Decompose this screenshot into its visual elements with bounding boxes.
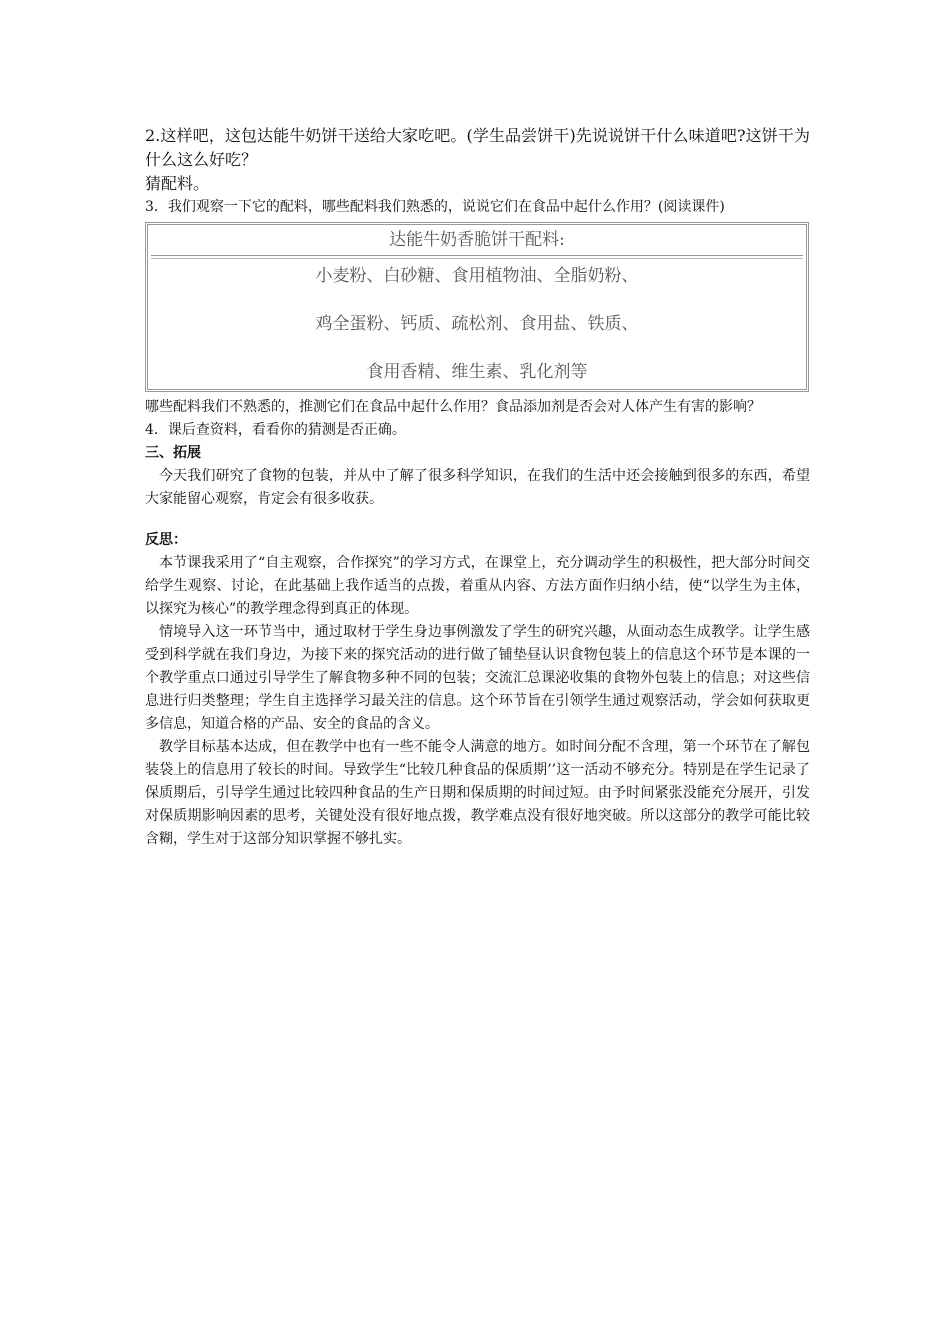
reflection-paragraph: 教学目标基本达成，但在教学中也有一些不能令人满意的地方。如时间分配不含理，第一个环节在了解包装袋上的信息用了较长的时间。导致学生“比较几种食品的保质期’’这一活动不够充分。特别是在学生记录了保质期后，引导学生通过比较四种食品的生产日期和保质期的时间过短。由予时间紧张没能充分展开，引发对保质期影响因素的思考，关键处没有很好地点拨，教学难点没有很好地突破。所以这部分的教学可能比较含糊，学生对于这部分知识掌握不够扎实。 — [145, 739, 810, 847]
divider — [151, 255, 803, 259]
reflection-paragraph: 本节课我采用了“自主观察，合作探究”的学习方式，在课堂上，充分调动学生的积极性，把大部分时间交给学生观察、讨论，在此基础上我作适当的点拨，着重从内容、方法方面作归纳小结，使“以学生为主体，以探究为核心”的教学理念得到真正的体现。 — [145, 555, 810, 617]
extension-heading: 三、拓展 — [145, 445, 201, 461]
spacer — [145, 511, 810, 529]
ingredients-box — [145, 222, 809, 392]
ingredients-title: 达能牛奶香脆饼干配料: — [389, 230, 565, 250]
unfamiliar-question: 哪些配料我们不熟悉的，推测它们在食品中起什么作用？食品添加剂是否会对人体产生有害的影响？ — [145, 399, 761, 415]
ingredients-line: 小麦粉、白砂糖、食用植物油、全脂奶粉、 — [315, 266, 639, 286]
document-page — [145, 124, 810, 851]
reflection-heading: 反思： — [145, 532, 187, 548]
reflection-paragraph: 情境导入这一环节当中，通过取材于学生身边事例激发了学生的研究兴趣，从面动态生成教学。让学生感受到科学就在我们身边，为接下来的探究活动的进行做了铺垫昼认识食物包装上的信息这个环节是本课的一个教学重点口通过引导学生了解食物多种不同的包装；交流汇总课泌收集的食物外包装上的信息；对这些信息进行归类整理；学生自主选择学习最关注的信息。这个环节旨在引领学生通过观察活动，学会如何获取更多信息，知道合格的产品、安全的食品的含义。 — [145, 624, 810, 732]
section2-text: 2.这样吧，这包达能牛奶饼干送给大家吃吧。(学生品尝饼干)先说说饼干什么味道吧?这饼干为什么这么好吃？ — [145, 126, 810, 169]
ingredients-line: 鸡全蛋粉、钙质、疏松剂、食用盐、铁质、 — [315, 314, 639, 334]
ingredients-line: 食用香精、维生素、乳化剂等 — [366, 362, 588, 382]
guess-ingredients: 猜配料。 — [145, 174, 210, 193]
extension-text: 今天我们研究了食物的包装，并从中了解了很多科学知识，在我们的生活中还会接触到很多的东西，希望大家能留心观察，肯定会有很多收获。 — [145, 468, 810, 507]
step4-text: 4．课后查资料，看看你的猜测是否正确。 — [145, 422, 406, 438]
section3-text: 3．我们观察一下它的配料，哪些配料我们熟悉的，说说它们在食品中起什么作用？(阅读课件) — [145, 199, 725, 215]
